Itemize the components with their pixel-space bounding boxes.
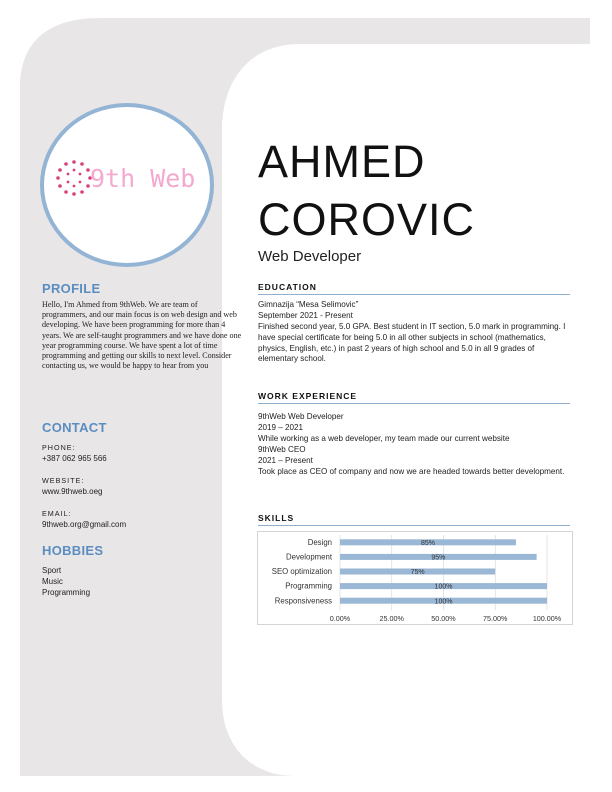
x-tick-label: 75.00% — [483, 614, 508, 623]
job-description: Took place as CEO of company and now we are headed towards better development. — [258, 467, 565, 476]
skills-heading: SKILLS — [258, 513, 570, 526]
hobbies-heading: HOBBIES — [42, 543, 104, 558]
bar-data-label: 85% — [420, 539, 435, 547]
education-description: Finished second year, 5.0 GPA. Best student in IT section, 5.0 mark in programming. I have special certificate for being 5.0 in all other subjects in school (mathematics, physics, English, etc.) in past 2 years of high school and 5.0 in all 9 grades of elementary school. — [258, 322, 566, 364]
hobby-item: Music — [42, 577, 63, 586]
x-tick-label: 25.00% — [379, 614, 404, 623]
profile-heading: PROFILE — [42, 281, 101, 296]
experience-heading: WORK EXPERIENCE — [258, 391, 570, 404]
phone-label: PHONE: — [42, 443, 76, 452]
website-label: WEBSITE: — [42, 476, 85, 485]
y-category-label: Design — [307, 537, 332, 547]
x-tick-label: 0.00% — [329, 614, 351, 623]
y-category-label: Development — [286, 552, 332, 562]
x-tick-label: 100.00% — [532, 614, 562, 623]
job-description: While working as a web developer, my team made our current website — [258, 434, 510, 443]
dotted-circle-icon — [54, 158, 94, 198]
y-category-label: Programming — [285, 581, 332, 591]
profile-text: Hello, I'm Ahmed from 9thWeb. We are team of programmers, and our main focus is on web design and web developing. We have been programming for more than 4 years. We are self-taught programmers and we have done one year programming course. We have spent a lot of time programming and getting our skills to next level. Consider contacting us, we would be happy to hear from you — [42, 300, 242, 371]
job-dates: 2021 – Present — [258, 456, 313, 465]
job-title: 9thWeb CEO — [258, 445, 306, 454]
phone-value: +387 062 965 566 — [42, 454, 107, 463]
bar-data-label: 100% — [434, 583, 453, 591]
education-heading: EDUCATION — [258, 282, 570, 295]
website-value[interactable]: www.9thweb.oeg — [42, 487, 103, 496]
email-value[interactable]: 9thweb.org@gmail.com — [42, 520, 127, 529]
contact-heading: CONTACT — [42, 420, 107, 435]
x-tick-label: 50.00% — [431, 614, 456, 623]
education-dates: September 2021 - Present — [258, 311, 353, 320]
y-category-label: Responsiveness — [274, 596, 332, 606]
last-name: COROVIC — [258, 194, 476, 245]
bar-data-label: 100% — [434, 598, 453, 606]
first-name: AHMED — [258, 136, 426, 187]
hobby-item: Programming — [42, 588, 91, 597]
skills-chart — [257, 531, 573, 625]
email-label: EMAIL: — [42, 509, 72, 518]
bar-data-label: 95% — [431, 554, 446, 562]
job-dates: 2019 – 2021 — [258, 423, 304, 432]
job-role: Web Developer — [258, 248, 362, 265]
y-category-label: SEO optimization — [271, 567, 332, 577]
education-school: Gimnazija “Mesa Selimovic” — [258, 300, 359, 309]
job-title: 9thWeb Web Developer — [258, 412, 344, 421]
logo-text: 9th Web — [90, 164, 196, 193]
hobby-item: Sport — [42, 566, 62, 575]
bar-data-label: 75% — [410, 569, 425, 577]
